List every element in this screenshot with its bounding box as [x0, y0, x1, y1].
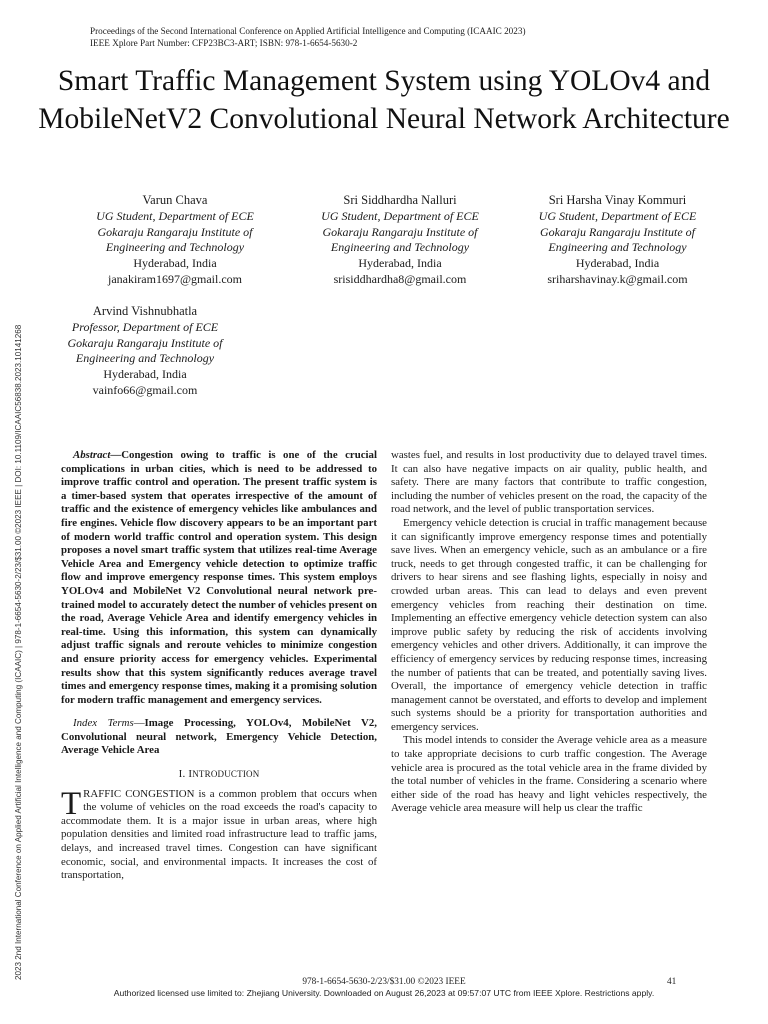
author-name: Sri Siddhardha Nalluri — [343, 193, 457, 207]
author-name: Arvind Vishnubhatla — [92, 304, 198, 318]
author-block-3 — [525, 193, 710, 288]
author-name: Varun Chava — [142, 193, 208, 207]
doi-side-strip: 2023 2nd International Conference on Applied Artificial Intelligence and Computing (ICAAIC) | 978-1-6654-5630-2/23/$31.00 ©2023 IEEE | DOI: 10.1109/ICAAIC56838.2023.10141268 — [14, 324, 23, 980]
drop-cap: T — [61, 785, 82, 822]
author-city: Hyderabad, India — [103, 367, 187, 382]
license-notice: Authorized licensed use limited to: Zhejiang University. Downloaded on August 26,2023 at 09:57:07 UTC from IEEE Xplore. Restrictions apply. — [113, 988, 655, 998]
header-isbn: IEEE Xplore Part Number: CFP23BC3-ART; ISBN: 978-1-6654-5630-2 — [90, 37, 358, 48]
author-role: UG Student, Department of ECE — [538, 208, 697, 223]
author-email[interactable]: janakiram1697@gmail.com — [107, 271, 242, 286]
author-role: Professor, Department of ECE — [71, 319, 219, 334]
author-role: UG Student, Department of ECE — [321, 208, 479, 223]
footer-copyright: 978-1-6654-5630-2/23/$31.00 ©2023 IEEE — [302, 977, 466, 987]
author-institution-2: Engineering and Technology — [75, 351, 215, 366]
author-role: UG Student, Department of ECE — [96, 208, 254, 223]
author-email[interactable]: sriharshavinay.k@gmail.com — [547, 271, 688, 286]
index-terms: Index Terms—Image Processing, YOLOv4, MobileNet V2, Convolutional neural network, Emergency Vehicle Detection, Average Vehicle Area — [61, 717, 377, 757]
page-number: 41 — [667, 977, 677, 987]
author-block-1 — [85, 193, 265, 288]
emergency-paragraph: Emergency vehicle detection is crucial in traffic management because it can significantly improve emergency response times and potentially save lives. When an emergency vehicle, such as an ambulance or a fire truck, needs to get through congested traffic, it can be challenging for drivers to hear sirens and see flashing lights, especially in noisy and crowded urban areas. This can lead to delays and even prevent emergency vehicles from reaching their destination on time. Implementing an effective emergency vehicle detection system can also improve public safety by reducing the risk of accidents involving emergency vehicles and other drivers. Additionally, it can improve the efficiency of emergency services by reducing response times, increasing the number of patients that can be treated, and potentially saving lives. Overall, the importance of emergency vehicle detection in traffic management cannot be overstated, and efforts to develop and implement such systems should be a priority for transportation authorities and emergency services. — [391, 516, 707, 733]
index-terms-text: Image Processing, YOLOv4, MobileNet V2, Convolutional neural network, Emergency Vehicle Detection, Average Vehicle Area — [61, 717, 377, 757]
right-column — [391, 449, 707, 816]
paper-title: Smart Traffic Management System using YOLOv4 and MobileNetV2 Convolutional Neural Network Architecture — [38, 65, 730, 135]
intro-paragraph-continued: wastes fuel, and results in lost productivity due to delayed travel times. It can also have negative impacts on air quality, public health, and safety. There are many factors that contribute to traffic congestion, including the number of vehicles present on the road, the capacity of the road network, and the level of public transportation services. — [391, 449, 707, 516]
conference-header — [90, 26, 526, 49]
author-city: Hyderabad, India — [133, 256, 217, 271]
author-email[interactable]: vainfo66@gmail.com — [92, 382, 198, 397]
author-block-2 — [310, 193, 490, 288]
index-terms-label: Index Terms — [73, 717, 134, 730]
author-block-4 — [55, 304, 235, 399]
abstract-label: Abstract — [73, 449, 111, 461]
author-institution: Gokaraju Rangaraju Institute of — [67, 335, 223, 350]
average-area-paragraph: This model intends to consider the Average vehicle area as a measure to take appropriate decisions to curb traffic congestion. The Average vehicle area is procured as the total vehicle area in the frame divided by the total number of vehicles in the frame. Considering a scenario where either side of the road has heavy and light vehicles respectively, the Average vehicle area measure will help us clear the traffic — [391, 734, 707, 815]
left-column — [61, 449, 377, 883]
author-institution-2: Engineering and Technology — [105, 240, 245, 255]
header-proceedings: Proceedings of the Second International Conference on Applied Artificial Intelligence and Computing (ICAAIC 2023) — [90, 26, 526, 36]
abstract: Abstract—Congestion owing to traffic is one of the crucial complications in urban cities, which is need to be addressed to improve traffic control and operation. The present traffic system is a timer-based system that operates irrespective of the amount of traffic and the existence of emergency vehicles like ambulances and fire engines. Vehicle flow discovery appears to be an important part of modern world traffic control and operation system. This design proposes a novel smart traffic system that utilizes real-time Average Vehicle Area and Emergency vehicle detection to optimize traffic flow and improve emergency response times. This system employs YOLOv4 and MobileNet V2 Convolutional neural network pre-trained model to accurately detect the number of vehicles present on the road, Average Vehicle Area and identify emergency vehicles in real-time. Using this information, this system can dynamically adjust traffic signals and reroute vehicles to minimize congestion and ensure priority access for emergency vehicles. Experimental results show that this system significantly reduces average travel times and emergency response times, making it a promising solution for modern traffic management and emergency services. — [61, 449, 377, 706]
author-institution: Gokaraju Rangaraju Institute of — [322, 224, 478, 239]
section-heading-introduction: I. INTRODUCTION — [178, 768, 260, 781]
author-institution: Gokaraju Rangaraju Institute of — [97, 224, 253, 239]
author-institution-2: Engineering and Technology — [548, 240, 687, 255]
intro-paragraph — [61, 785, 377, 883]
author-name: Sri Harsha Vinay Kommuri — [548, 193, 687, 207]
author-city: Hyderabad, India — [358, 256, 442, 271]
abstract-text: Congestion owing to traffic is one of the crucial complications in urban cities, which is need to be addressed to improve traffic control and operation. The present traffic system is a timer-based system that operates irrespective of the amount of traffic and the existence of emergency vehicles like ambulances and fire engines. Vehicle flow discovery appears to be an important part of modern world traffic control and operation system. This design proposes a novel smart traffic system that utilizes real-time Average Vehicle Area and Emergency vehicle detection to optimize traffic flow and improve emergency response times. This system employs YOLOv4 and MobileNet V2 Convolutional neural network pre-trained model to accurately detect the number of vehicles present on the road, Average Vehicle Area and identify emergency vehicles in real-time. Using this information, this system can dynamically adjust traffic signals and reroute vehicles to minimize congestion and ensure priority access for emergency vehicles. Experimental results show that this system significantly reduces average travel times and emergency response times, making it a promising solution for modern traffic management and emergency services. — [61, 449, 377, 706]
drop-cap-word: RAFFIC CONGESTION — [83, 787, 195, 800]
author-email[interactable]: srisiddhardha8@gmail.com — [333, 271, 467, 286]
author-institution: Gokaraju Rangaraju Institute of — [540, 224, 695, 239]
intro-text: is a common problem that occurs when the volume of vehicles on the road exceeds the road's capacity to accommodate them. It is a major issue in urban areas, where high population densities and limited road infrastructure lead to traffic jams, delays, and increased travel times. Congestion can have significant economic, social, and environmental impacts. It increases the cost of transportation, — [61, 787, 377, 882]
author-institution-2: Engineering and Technology — [330, 240, 470, 255]
author-city: Hyderabad, India — [575, 256, 660, 271]
